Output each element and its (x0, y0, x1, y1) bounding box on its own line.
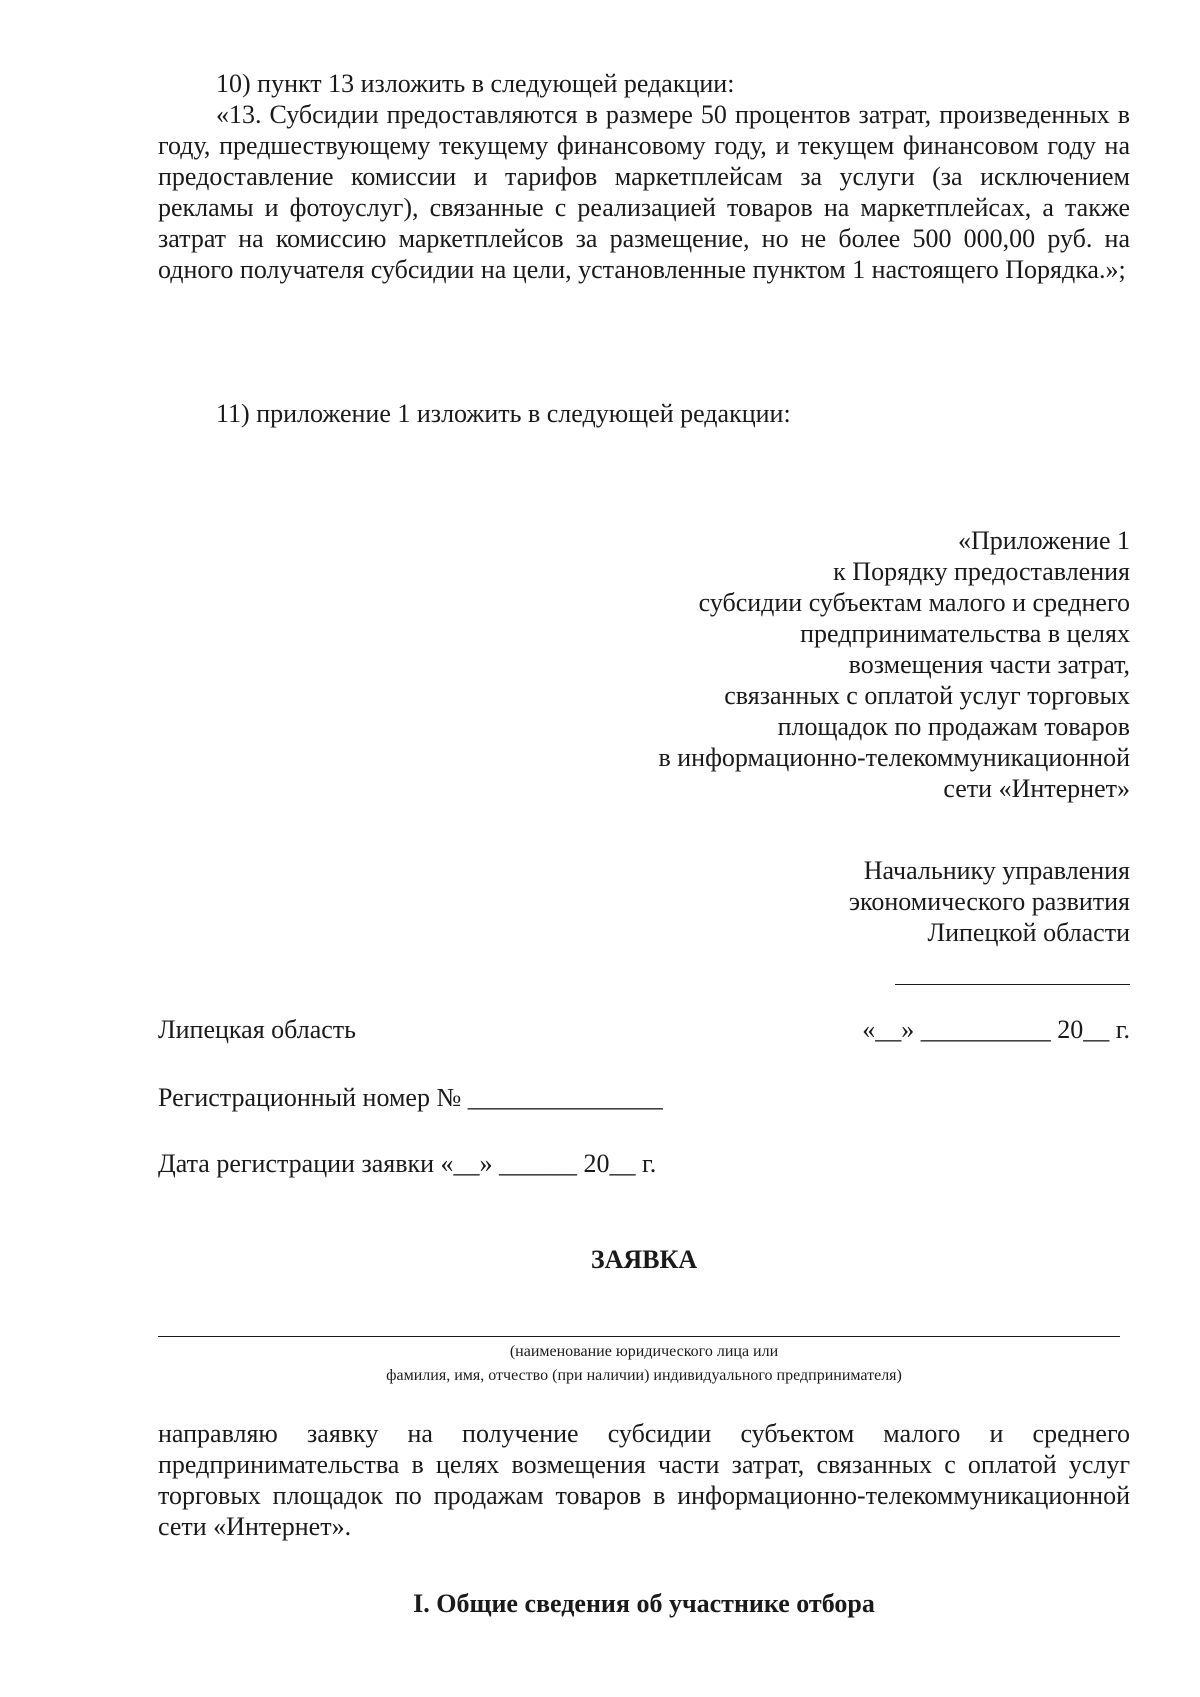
request-text: направляю заявку на получение субсидии субъектом малого и среднего предпринимательства в целях возмещения части затрат, связанных с оплатой услуг торговых площадок по продажам товаров в информационно-телекоммуникационной сети «Интернет». (158, 1419, 1130, 1541)
applicant-caption-line: (наименование юридического лица или (509, 1343, 779, 1360)
addressee-line: Липецкой области (927, 918, 1130, 947)
registration-number: Регистрационный номер № _______________ (158, 1083, 663, 1112)
amendment-11-intro: 11) приложение 1 изложить в следующей редакции: (216, 399, 791, 428)
appendix-header-line: возмещения части затрат, (848, 650, 1130, 679)
addressee-block (700, 855, 1130, 948)
appendix-header (560, 525, 1130, 804)
appendix-header-line: субсидии субъектам малого и среднего (698, 588, 1130, 617)
appendix-header-line: площадок по продажам товаров (777, 712, 1130, 741)
applicant-name-line (158, 1336, 1120, 1337)
document-title: ЗАЯВКА (590, 1245, 698, 1274)
section-heading: I. Общие сведения об участнике отбора (413, 1589, 875, 1618)
registration-date: Дата регистрации заявки «__» ______ 20__ г. (158, 1149, 657, 1178)
applicant-caption-line: фамилия, имя, отчество (при наличии) индивидуального предпринимателя) (386, 1367, 902, 1384)
date-field: «__» __________ 20__ г. (862, 1015, 1130, 1044)
addressee-line: экономического развития (848, 887, 1130, 916)
addressee-signature-line (895, 984, 1130, 985)
appendix-header-line: «Приложение 1 (957, 526, 1130, 555)
appendix-header-line: предпринимательства в целях (800, 619, 1130, 648)
appendix-header-line: в информационно-телекоммуникационной (658, 743, 1130, 772)
appendix-header-line: связанных с оплатой услуг торговых (724, 681, 1130, 710)
place-label: Липецкая область (158, 1015, 357, 1044)
appendix-header-line: сети «Интернет» (943, 774, 1130, 803)
addressee-line: Начальнику управления (863, 856, 1130, 885)
appendix-header-line: к Порядку предоставления (833, 557, 1130, 586)
amendment-10-intro: 10) пункт 13 изложить в следующей редакции: (216, 69, 735, 98)
amendment-10-text: «13. Субсидии предоставляются в размере 50 процентов затрат, произведенных в году, предшествующему текущему финансовому году, и текущем финансовом году на предоставление комиссии и тарифов маркетплейсам за услуги (за исключением рекламы и фотоуслуг), связанные с реализацией товаров на маркетплейсах, а также затрат на комиссию маркетплейсов за размещение, но не более 500 000,00 руб. на одного получателя субсидии на цели, установленные пунктом 1 настоящего Порядка.»; (158, 100, 1130, 284)
applicant-caption (158, 1340, 1130, 1388)
